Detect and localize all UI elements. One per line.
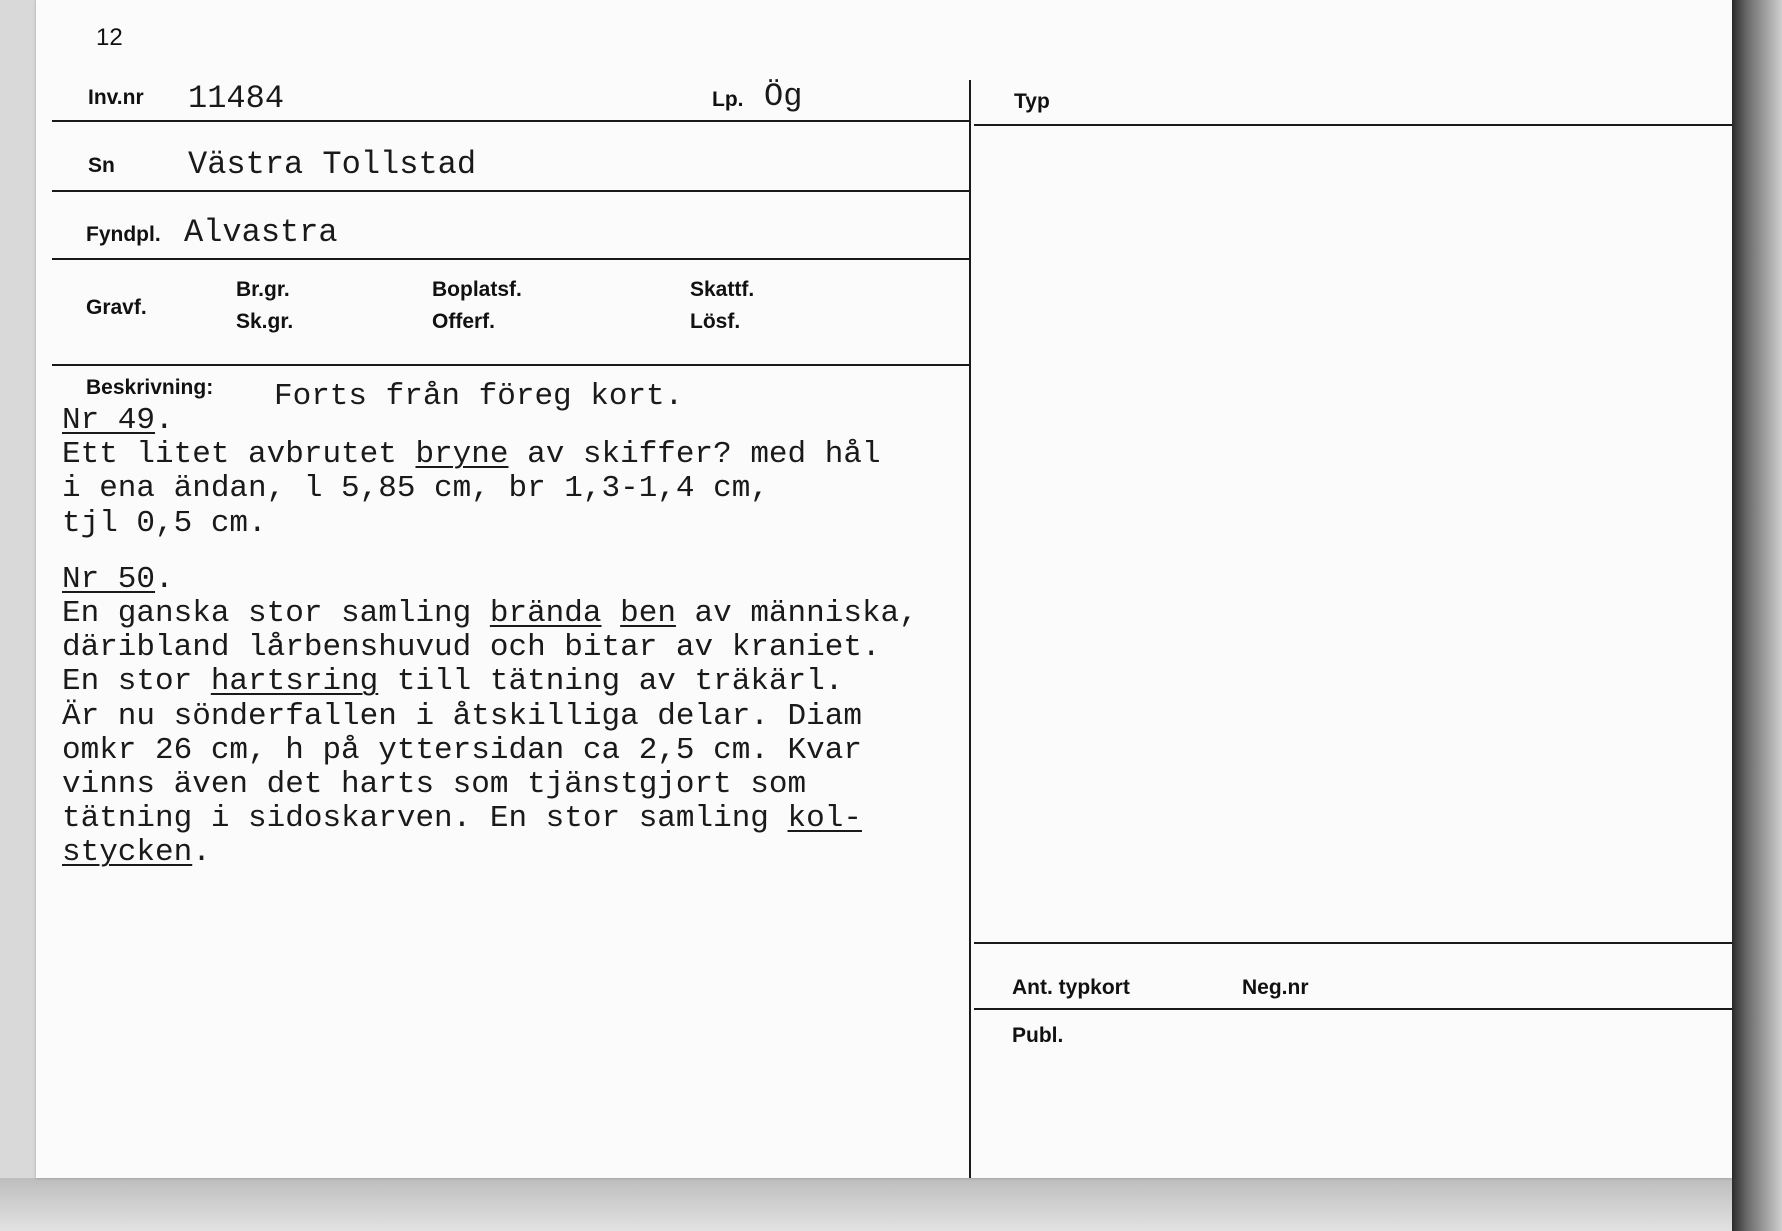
text-segment bbox=[602, 596, 621, 631]
text-segment: av skiffer? med hål bbox=[508, 437, 881, 473]
text-segment: tjl 0,5 cm. bbox=[62, 505, 267, 541]
description-body bbox=[62, 404, 918, 871]
text-segment: En stor bbox=[62, 664, 211, 700]
nr49-line bbox=[62, 438, 918, 472]
rule-ant-bottom bbox=[974, 1008, 1732, 1010]
nr50-line bbox=[62, 734, 918, 768]
text-segment: i ena ändan, l 5,85 cm, br 1,3-1,4 cm, bbox=[62, 471, 769, 507]
scan-bottom-edge bbox=[0, 1178, 1782, 1231]
card-number: 12 bbox=[96, 24, 123, 51]
underlined-term: kol- bbox=[787, 801, 862, 837]
text-segment: . bbox=[192, 835, 211, 871]
sn-value: Västra Tollstad bbox=[188, 146, 477, 183]
nr50-heading: Nr 50 bbox=[62, 561, 156, 597]
inv-label: Inv.nr bbox=[88, 86, 144, 109]
nr50-line bbox=[62, 802, 918, 836]
neg-nr-label: Neg.nr bbox=[1242, 976, 1309, 999]
rule-gravf bbox=[52, 364, 970, 366]
publ-label: Publ. bbox=[1012, 1024, 1064, 1047]
gravf-label: Gravf. bbox=[86, 296, 147, 319]
text-segment: av människa, bbox=[675, 596, 918, 632]
text-segment: däribland lårbenshuvud och bitar av kraniet. bbox=[62, 630, 881, 666]
sn-label: Sn bbox=[88, 154, 115, 177]
description-first-line: Forts från föreg kort. bbox=[274, 379, 684, 414]
underlined-term: ben bbox=[620, 596, 676, 632]
fyndpl-label: Fyndpl. bbox=[86, 223, 161, 246]
brgr-label: Br.gr. bbox=[236, 278, 290, 301]
ant-typkort-label: Ant. typkort bbox=[1012, 976, 1130, 999]
nr50-lines bbox=[62, 597, 918, 871]
rule-fyndpl bbox=[52, 258, 970, 260]
lp-label: Lp. bbox=[712, 88, 744, 111]
text-segment: omkr 26 cm, h på yttersidan ca 2,5 cm. Kvar bbox=[62, 732, 862, 768]
rule-typ bbox=[974, 124, 1732, 126]
nr50-line bbox=[62, 631, 918, 665]
column-divider bbox=[969, 80, 971, 1178]
text-segment: Ett litet avbrutet bbox=[62, 437, 416, 473]
nr49-heading-line: Nr 49. bbox=[62, 403, 174, 438]
nr49-lines bbox=[62, 438, 918, 541]
underlined-term: stycken bbox=[62, 835, 193, 871]
lp-value: Ög bbox=[764, 78, 803, 115]
text-segment: tätning i sidoskarven. En stor samling bbox=[62, 801, 788, 837]
nr49-line bbox=[62, 472, 918, 506]
catalog-card bbox=[36, 0, 1732, 1178]
text-segment: vinns även det harts som tjänstgjort som bbox=[62, 767, 807, 803]
boplatsf-label: Boplatsf. bbox=[432, 278, 522, 301]
nr50-line bbox=[62, 836, 918, 870]
underlined-term: hartsring bbox=[210, 664, 379, 700]
underlined-term: bryne bbox=[415, 437, 509, 473]
nr50-line bbox=[62, 700, 918, 734]
beskrivning-label: Beskrivning: bbox=[86, 376, 214, 399]
nr49-line bbox=[62, 507, 918, 541]
skattf-label: Skattf. bbox=[690, 278, 755, 301]
text-segment: En ganska stor samling bbox=[62, 596, 490, 632]
scan-right-edge bbox=[1732, 0, 1782, 1231]
rule-ant-top bbox=[974, 942, 1732, 944]
rule-sn bbox=[52, 190, 970, 192]
nr50-heading-line: Nr 50. bbox=[62, 561, 174, 597]
text-segment: Är nu sönderfallen i åtskilliga delar. Diam bbox=[62, 698, 862, 734]
nr50-line bbox=[62, 597, 918, 631]
rule-inv bbox=[52, 120, 970, 122]
skgr-label: Sk.gr. bbox=[236, 310, 294, 333]
offerf-label: Offerf. bbox=[432, 310, 495, 333]
underlined-term: brända bbox=[489, 596, 602, 632]
inv-value: 11484 bbox=[188, 80, 285, 117]
nr49-heading: Nr 49 bbox=[62, 403, 156, 438]
typ-label: Typ bbox=[1014, 90, 1050, 113]
nr50-line bbox=[62, 665, 918, 699]
text-segment: till tätning av träkärl. bbox=[378, 664, 844, 700]
fyndpl-value: Alvastra bbox=[184, 214, 338, 251]
losf-label: Lösf. bbox=[690, 310, 741, 333]
nr50-line bbox=[62, 768, 918, 802]
